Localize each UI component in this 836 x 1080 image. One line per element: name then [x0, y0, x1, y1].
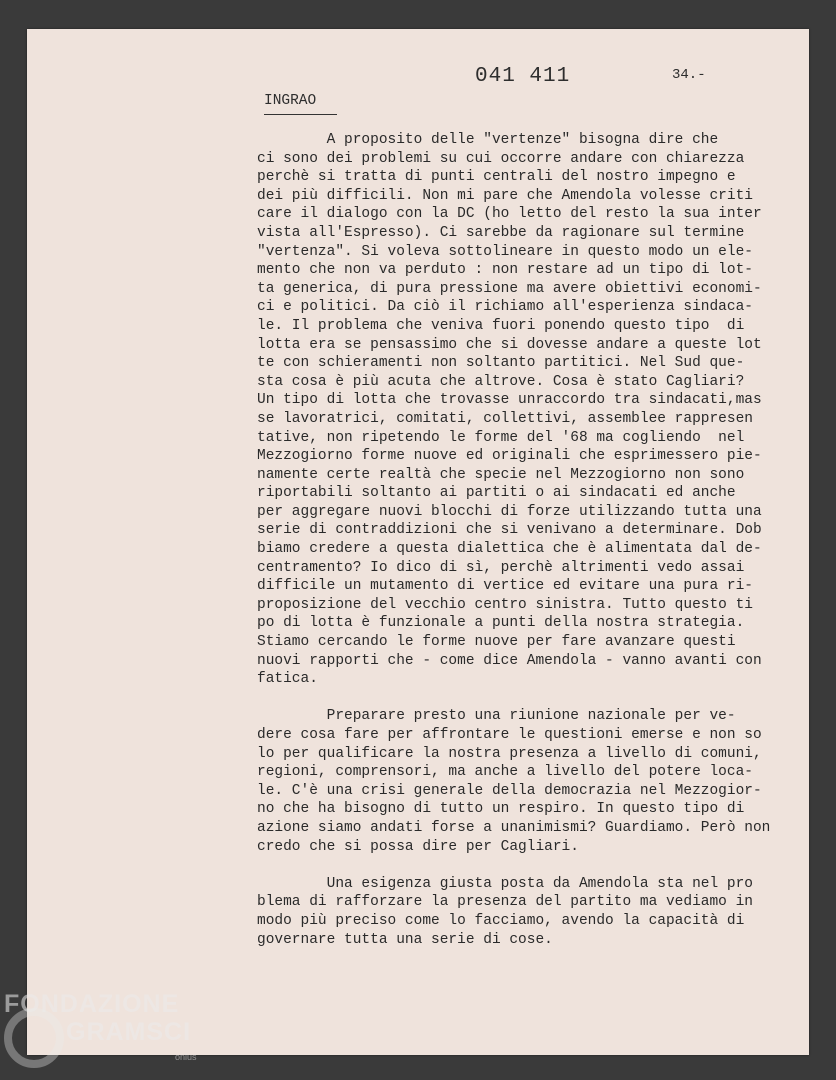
text-line: vista all'Espresso). Ci sarebbe da ragionare sul termine	[257, 224, 745, 241]
text-line: governare tutta una serie di cose.	[257, 931, 553, 948]
text-line: ci e politici. Da ciò il richiamo all'esperienza sindaca-	[257, 299, 753, 316]
text-line: credo che si possa dire per Cagliari.	[257, 838, 579, 855]
text-line: regioni, comprensori, ma anche a livello del potere loca-	[257, 764, 753, 781]
text-line: serie di contraddizioni che si venivano a determinare. Dob	[257, 522, 762, 539]
watermark	[4, 990, 191, 1046]
text-line: lo per qualificare la nostra presenza a livello di comuni,	[257, 745, 762, 762]
speaker-underline	[264, 114, 337, 115]
text-line: dere cosa fare per affrontare le questioni emerse e non so	[257, 727, 762, 743]
text-line: namente certe realtà che specie nel Mezzogiorno non sono	[257, 466, 745, 483]
text-line: per aggregare nuovi blocchi di forze utilizzando tutta una	[257, 503, 762, 520]
text-line: proposizione del vecchio centro sinistra. Tutto questo ti	[257, 596, 753, 613]
paragraph	[257, 131, 817, 689]
paragraph	[257, 875, 817, 949]
text-line: lotta era se pensassimo che si dovesse andare a queste lot	[257, 336, 762, 353]
text-line: azione siamo andati forse a unanimismi? Guardiamo. Però non	[257, 819, 771, 836]
text-line: "vertenza". Si voleva sottolineare in questo modo un ele-	[257, 243, 753, 260]
archive-number: 041 411	[475, 65, 571, 88]
text-line: centramento? Io dico di sì, perchè altrimenti vedo assai	[257, 559, 745, 576]
text-line: care il dialogo con la DC (ho letto del resto la sua inter	[257, 206, 762, 223]
text-line: po di lotta è funzionale a punti della nostra strategia.	[257, 615, 745, 632]
document-page	[27, 29, 809, 1055]
text-line: difficile un mutamento di vertice ed evitare una pura ri-	[257, 578, 753, 595]
text-line: se lavoratrici, comitati, collettivi, assemblee rappresen	[257, 410, 753, 427]
text-line: modo più preciso come lo facciamo, avendo la capacità di	[257, 912, 745, 929]
text-line: no che ha bisogno di tutto un respiro. In questo tipo di	[257, 801, 745, 818]
text-line: le. Il problema che veniva fuori ponendo questo tipo di	[257, 317, 745, 334]
text-line: mento che non va perduto : non restare ad un tipo di lot-	[257, 262, 753, 279]
text-line: le. C'è una crisi generale della democrazia nel Mezzogior-	[257, 782, 762, 799]
text-line: sta cosa è più acuta che altrove. Cosa è stato Cagliari?	[257, 373, 745, 390]
text-line: dei più difficili. Non mi pare che Amendola volesse criti	[257, 187, 753, 204]
paragraph	[257, 707, 817, 856]
watermark-line-2: GRAMSCI	[66, 1018, 192, 1046]
text-line: riportabili soltanto ai partiti o ai sindacati ed anche	[257, 485, 736, 502]
text-line: fatica.	[257, 671, 318, 688]
text-line: Stiamo cercando le forme nuove per fare avanzare questi	[257, 634, 736, 651]
text-line: Un tipo di lotta che trovasse unraccordo tra sindacati,mas	[257, 392, 762, 409]
text-line: blema di rafforzare la presenza del partito ma vediamo in	[257, 894, 753, 911]
text-line: ci sono dei problemi su cui occorre andare con chiarezza	[257, 150, 745, 167]
text-line: Una esigenza giusta posta da Amendola sta nel pro	[257, 875, 753, 892]
page-number: 34.-	[672, 67, 706, 83]
text-line: perchè si tratta di punti centrali del nostro impegno e	[257, 169, 736, 186]
watermark-line-1: FONDAZIONE	[4, 990, 180, 1018]
speaker-heading: INGRAO	[264, 93, 317, 109]
watermark-line-3: onlus	[175, 1052, 197, 1062]
text-line: A proposito delle "vertenze" bisogna dire che	[257, 132, 719, 148]
text-line: Mezzogiorno forme nuove ed originali che esprimessero pie-	[257, 448, 762, 465]
text-line: ta generica, di pura pressione ma avere obiettivi economi-	[257, 280, 762, 297]
text-line: te con schieramenti non soltanto partitici. Nel Sud que-	[257, 355, 745, 372]
text-line: tative, non ripetendo le forme del '68 ma cogliendo nel	[257, 429, 745, 446]
text-line: Preparare presto una riunione nazionale per ve-	[257, 708, 736, 725]
transcript-body	[257, 131, 817, 968]
text-line: biamo credere a questa dialettica che è alimentata dal de-	[257, 541, 762, 558]
text-line: nuovi rapporti che - come dice Amendola - vanno avanti con	[257, 652, 762, 669]
